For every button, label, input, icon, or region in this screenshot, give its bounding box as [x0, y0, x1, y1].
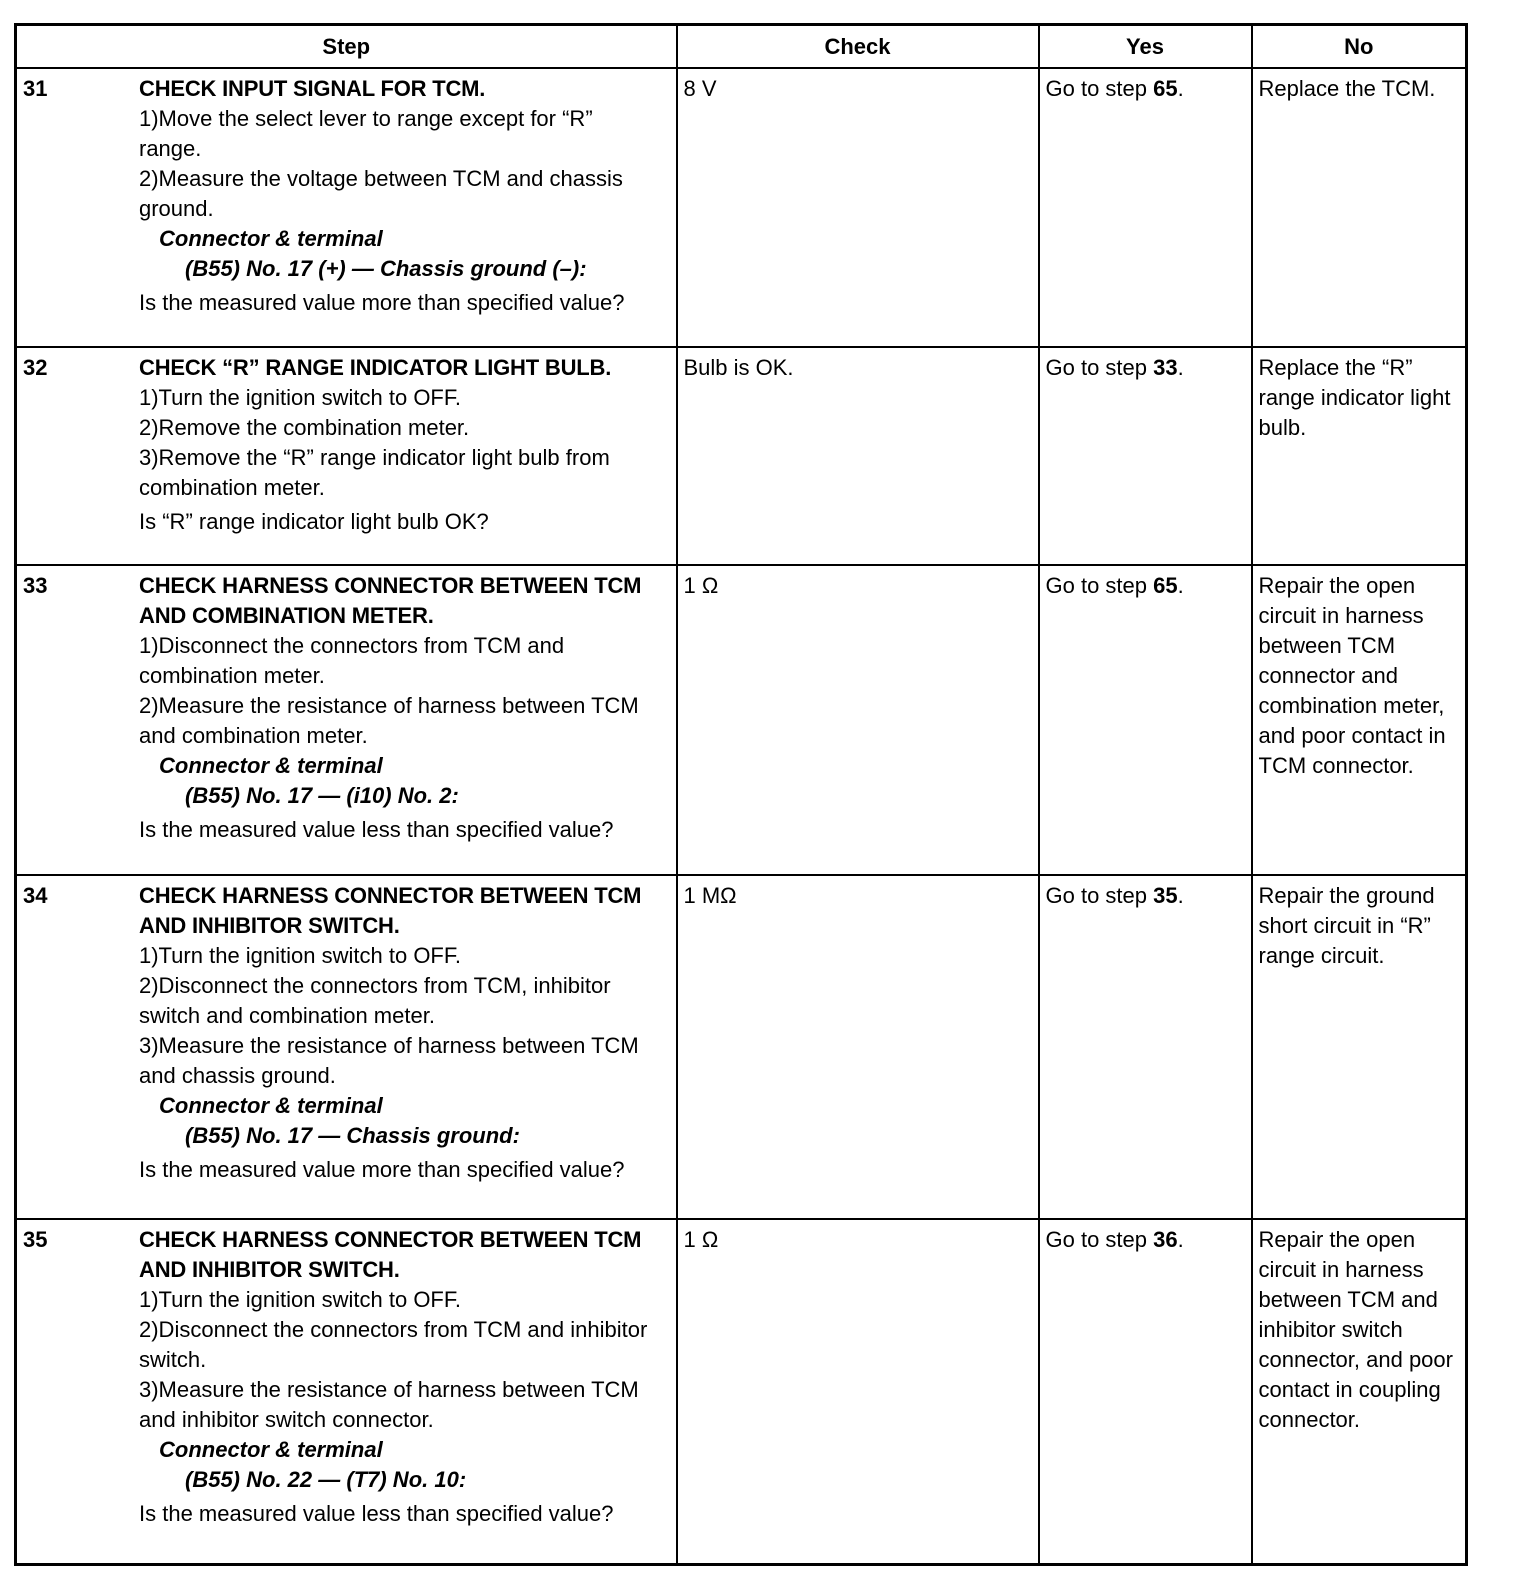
step-number: 34 — [23, 883, 48, 908]
step-content — [139, 1220, 655, 1529]
step-content — [139, 348, 655, 537]
check-cell — [677, 68, 1039, 347]
yes-text: Go to step — [1045, 573, 1154, 598]
step-instruction-line: Connector & terminal — [159, 1437, 383, 1462]
step-instruction-line: 2)Disconnect the connectors from TCM, inhibitor switch and combination meter. — [139, 973, 611, 1028]
no-cell — [1252, 68, 1467, 347]
step-content — [139, 876, 655, 1185]
step-instruction-line: Is the measured value more than specified value? — [139, 290, 625, 315]
table-row — [16, 68, 1467, 347]
no-cell — [1252, 565, 1467, 875]
step-instruction-line: 1)Move the select lever to range except for “R” range. — [139, 106, 593, 161]
step-number: 31 — [23, 76, 48, 101]
step-instruction-line: Is the measured value less than specified value? — [139, 817, 614, 842]
no-cell — [1252, 347, 1467, 565]
yes-action — [1040, 566, 1251, 605]
check-value: 8 V — [683, 76, 717, 101]
check-value: 1 Ω — [683, 573, 719, 598]
step-cell — [16, 565, 677, 875]
step-content — [139, 566, 655, 845]
yes-action — [1040, 1220, 1251, 1259]
check-cell — [677, 565, 1039, 875]
yes-step-number: 36 — [1153, 1227, 1178, 1252]
yes-text: Go to step — [1045, 76, 1154, 101]
step-instructions — [139, 631, 655, 845]
step-instruction-line: 1)Turn the ignition switch to OFF. — [139, 943, 461, 968]
yes-text-end: . — [1177, 883, 1184, 908]
step-instruction-line: 2)Remove the combination meter. — [139, 415, 470, 440]
step-instructions — [139, 1285, 655, 1529]
step-instructions — [139, 104, 655, 318]
step-cell — [16, 875, 677, 1219]
step-instruction-line: (B55) No. 17 (+) — Chassis ground (–): — [185, 256, 587, 281]
yes-text: Go to step — [1045, 355, 1154, 380]
col-header-step: Step — [16, 25, 677, 69]
diagnostic-table — [14, 23, 1468, 1566]
check-cell — [677, 1219, 1039, 1564]
yes-text-end: . — [1177, 573, 1184, 598]
step-cell — [16, 68, 677, 347]
step-instructions — [139, 383, 655, 537]
no-action: Replace the TCM. — [1258, 76, 1436, 101]
yes-text-end: . — [1177, 1227, 1184, 1252]
yes-cell — [1039, 347, 1252, 565]
check-value: 1 Ω — [683, 1227, 719, 1252]
yes-text-end: . — [1177, 76, 1184, 101]
step-number: 35 — [23, 1227, 48, 1252]
step-instruction-line: Is “R” range indicator light bulb OK? — [139, 509, 489, 534]
yes-step-number: 35 — [1153, 883, 1178, 908]
table-row — [16, 347, 1467, 565]
yes-cell — [1039, 875, 1252, 1219]
yes-cell — [1039, 68, 1252, 347]
table-header-row — [16, 25, 1467, 69]
step-instruction-line: 1)Disconnect the connectors from TCM and combination meter. — [139, 633, 565, 688]
yes-action — [1040, 876, 1251, 915]
step-instruction-line: 3)Remove the “R” range indicator light bulb from combination meter. — [139, 445, 610, 500]
table-row — [16, 565, 1467, 875]
step-instruction-line: 3)Measure the resistance of harness between TCM and inhibitor switch connector. — [139, 1377, 639, 1432]
yes-step-number: 65 — [1153, 76, 1178, 101]
no-action: Repair the open circuit in harness between TCM and inhibitor switch connector, and poor contact in coupling connector. — [1258, 1227, 1453, 1432]
no-action: Replace the “R” range indicator light bulb. — [1258, 355, 1451, 440]
step-title: CHECK “R” RANGE INDICATOR LIGHT BULB. — [139, 355, 612, 380]
table-row — [16, 1219, 1467, 1564]
yes-step-number: 33 — [1153, 355, 1178, 380]
step-instruction-line: Is the measured value more than specified value? — [139, 1157, 625, 1182]
yes-action — [1040, 69, 1251, 108]
step-instruction-line: 2)Measure the voltage between TCM and chassis ground. — [139, 166, 623, 221]
step-title: CHECK INPUT SIGNAL FOR TCM. — [139, 76, 486, 101]
step-instruction-line: Connector & terminal — [159, 1093, 383, 1118]
step-title: CHECK HARNESS CONNECTOR BETWEEN TCM AND INHIBITOR SWITCH. — [139, 1227, 642, 1282]
check-value: 1 MΩ — [683, 883, 737, 908]
step-number: 32 — [23, 355, 48, 380]
step-title: CHECK HARNESS CONNECTOR BETWEEN TCM AND COMBINATION METER. — [139, 573, 642, 628]
table-row — [16, 875, 1467, 1219]
no-cell — [1252, 1219, 1467, 1564]
step-cell — [16, 347, 677, 565]
col-header-no: No — [1252, 25, 1467, 69]
yes-action — [1040, 348, 1251, 387]
col-header-yes: Yes — [1039, 25, 1252, 69]
step-instruction-line: (B55) No. 17 — (i10) No. 2: — [185, 783, 459, 808]
step-instruction-line: 2)Measure the resistance of harness between TCM and combination meter. — [139, 693, 639, 748]
step-instruction-line: 3)Measure the resistance of harness between TCM and chassis ground. — [139, 1033, 639, 1088]
step-instructions — [139, 941, 655, 1185]
step-instruction-line: Is the measured value less than specified value? — [139, 1501, 614, 1526]
no-cell — [1252, 875, 1467, 1219]
col-header-check: Check — [677, 25, 1039, 69]
step-instruction-line: 2)Disconnect the connectors from TCM and inhibitor switch. — [139, 1317, 648, 1372]
yes-cell — [1039, 1219, 1252, 1564]
step-title: CHECK HARNESS CONNECTOR BETWEEN TCM AND INHIBITOR SWITCH. — [139, 883, 642, 938]
step-instruction-line: Connector & terminal — [159, 753, 383, 778]
step-instruction-line: (B55) No. 17 — Chassis ground: — [185, 1123, 520, 1148]
step-instruction-line: (B55) No. 22 — (T7) No. 10: — [185, 1467, 467, 1492]
step-instruction-line: 1)Turn the ignition switch to OFF. — [139, 1287, 461, 1312]
step-instruction-line: Connector & terminal — [159, 226, 383, 251]
yes-text-end: . — [1177, 355, 1184, 380]
yes-cell — [1039, 565, 1252, 875]
yes-text: Go to step — [1045, 883, 1154, 908]
step-instruction-line: 1)Turn the ignition switch to OFF. — [139, 385, 461, 410]
check-cell — [677, 875, 1039, 1219]
step-number: 33 — [23, 573, 48, 598]
yes-text: Go to step — [1045, 1227, 1154, 1252]
step-cell — [16, 1219, 677, 1564]
no-action: Repair the ground short circuit in “R” range circuit. — [1258, 883, 1435, 968]
check-cell — [677, 347, 1039, 565]
no-action: Repair the open circuit in harness between TCM connector and combination meter, and poor contact in TCM connector. — [1258, 573, 1446, 778]
step-content — [139, 69, 655, 318]
yes-step-number: 65 — [1153, 573, 1178, 598]
check-value: Bulb is OK. — [683, 355, 794, 380]
